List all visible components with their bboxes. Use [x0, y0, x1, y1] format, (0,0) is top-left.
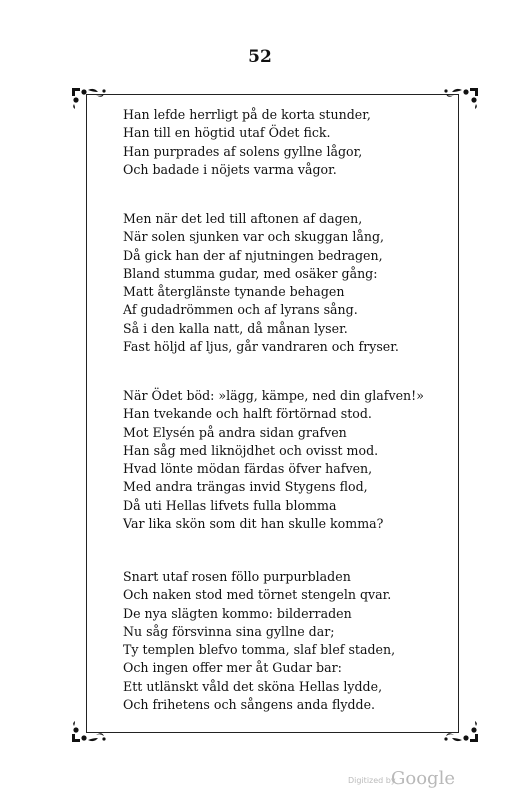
poem-line: Af gudadrömmen och af lyrans sång.: [123, 302, 358, 318]
poem-line: Snart utaf rosen föllo purpurbladen: [123, 569, 351, 584]
page-number: 52: [248, 47, 272, 67]
poem-line: Var lika skön som dit han skulle komma?: [123, 516, 384, 532]
poem-line: Och ingen offer mer åt Gudar bar:: [123, 660, 342, 676]
poem-line: Då uti Hellas lifvets fulla blomma: [123, 497, 337, 513]
poem-line: Då gick han der af njutningen bedragen,: [123, 247, 383, 263]
poem-line: Nu såg försvinna sina gyllne dar;: [123, 623, 335, 639]
stanza-4: [123, 568, 395, 714]
poem-line: Han purprades af solens gyllne lågor,: [123, 143, 363, 159]
poem-line: Han lefde herrligt på de korta stunder,: [123, 107, 371, 122]
poem-line: Och badade i nöjets varma vågor.: [123, 161, 337, 177]
poem-line: Med andra trängas invid Stygens flod,: [123, 479, 368, 495]
poem-line: Ett utlänskt våld det sköna Hellas lydde,: [123, 678, 383, 694]
stanza-1: [123, 106, 371, 179]
ornament-top-right-icon: [438, 86, 480, 110]
google-watermark: Google: [391, 768, 455, 789]
stanza-2: [123, 210, 399, 356]
poem-line: Mot Elysén på andra sidan grafven: [123, 424, 347, 440]
poem-line: Och naken stod med törnet stengeln qvar.: [123, 587, 392, 603]
poem-line: Så i den kalla natt, då månan lyser.: [123, 320, 348, 336]
ornament-bottom-left-icon: [70, 720, 112, 744]
poem-line: Men när det led till aftonen af dagen,: [123, 211, 363, 226]
poem-line: Matt återglänste tynande behagen: [123, 284, 345, 300]
poem-line: Hvad lönte mödan färdas öfver hafven,: [123, 461, 373, 477]
poem-line: Han såg med liknöjdhet och ovisst mod.: [123, 442, 379, 458]
stanza-3: [123, 387, 424, 533]
ornament-top-left-icon: [70, 86, 112, 110]
poem-line: De nya slägten kommo: bilderraden: [123, 605, 352, 621]
poem-line: När Ödet böd: »lägg, kämpe, ned din glafven!»: [123, 388, 424, 403]
ornament-bottom-right-icon: [438, 720, 480, 744]
poem-line: Och frihetens och sångens anda flydde.: [123, 697, 376, 713]
digitized-by-label: Digitized by: [348, 776, 396, 785]
poem-line: Han till en högtid utaf Ödet fick.: [123, 125, 331, 141]
poem-line: Ty templen blefvo tomma, slaf blef staden,: [123, 642, 396, 658]
poem-line: Han tvekande och halft förtörnad stod.: [123, 406, 372, 422]
poem-line: När solen sjunken var och skuggan lång,: [123, 229, 385, 245]
poem-line: Fast höljd af ljus, går vandraren och fryser.: [123, 339, 399, 355]
poem-line: Bland stumma gudar, med osäker gång:: [123, 265, 378, 281]
